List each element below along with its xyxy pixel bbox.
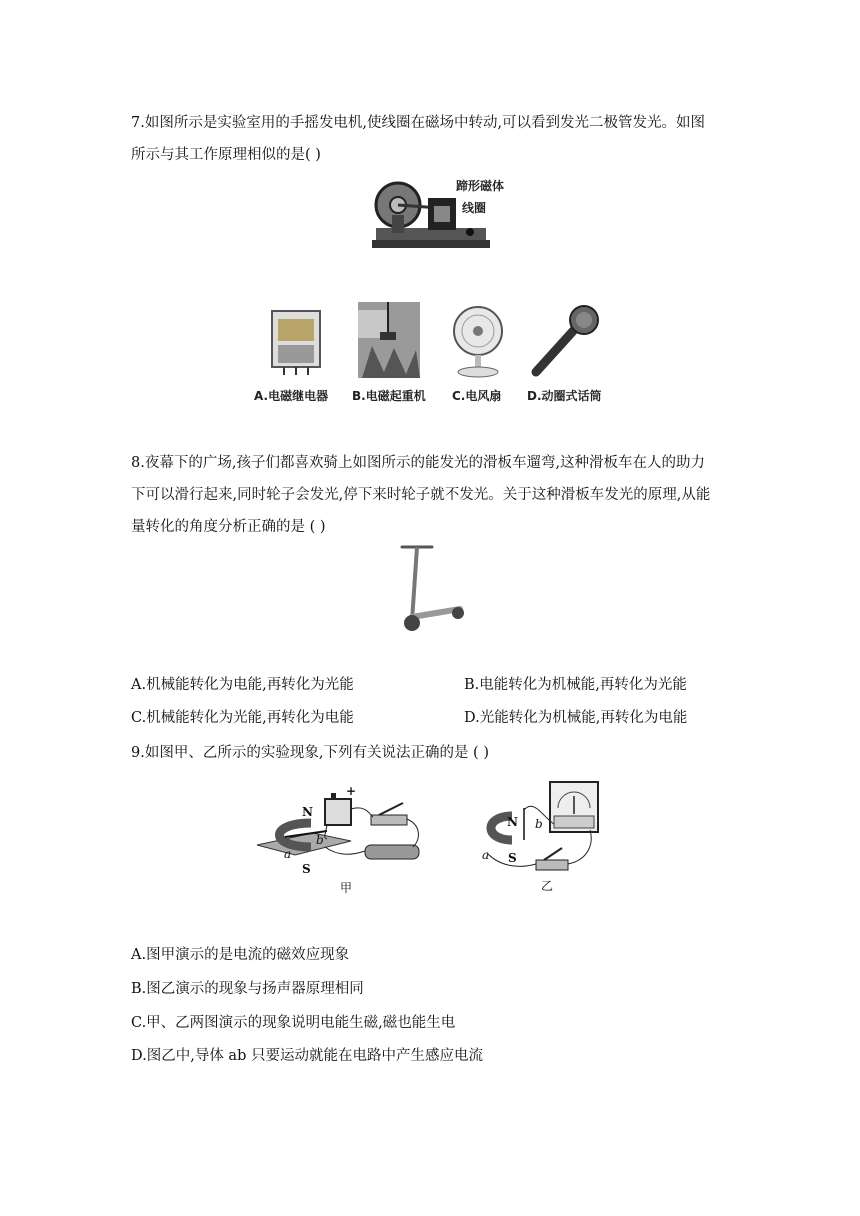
q7-stem-line-1: 7.如图所示是实验室用的手摇发电机,使线圈在磁场中转动,可以看到发光二极管发光。如图 — [131, 115, 706, 131]
q7-option-d: D.动圈式话筒 — [527, 389, 602, 403]
q8-option-d: D.光能转化为机械能,再转化为电能 — [464, 710, 688, 726]
q9-stem-line-1: 9.如图甲、乙所示的实验现象,下列有关说法正确的是 ( ) — [131, 745, 489, 761]
circuit-jia-image — [255, 785, 435, 880]
circuit-yi-image — [478, 778, 608, 878]
electric-fan-image — [448, 303, 508, 379]
yi-label-a: a — [482, 848, 490, 862]
jia-label-b: b — [316, 833, 324, 847]
jia-caption: 甲 — [340, 881, 353, 895]
yi-caption: 乙 — [541, 879, 554, 893]
relay-image — [268, 305, 324, 377]
q7-stem-line-2: 所示与其工作原理相似的是( ) — [131, 147, 321, 163]
jia-label-a: a — [284, 847, 292, 861]
q8-stem-line-1: 8.夜幕下的广场,孩子们都喜欢骑上如图所示的能发光的滑板车遛弯,这种滑板车在人的助力 — [131, 455, 706, 471]
q9-option-b: B.图乙演示的现象与扬声器原理相同 — [131, 981, 364, 997]
yi-label-s: S — [508, 851, 517, 865]
q9-option-d: D.图乙中,导体 ab 只要运动就能在电路中产生感应电流 — [131, 1048, 483, 1064]
electromagnetic-crane-image — [358, 302, 420, 378]
q8-stem-line-2: 下可以滑行起来,同时轮子会发光,停下来时轮子就不发光。关于这种滑板车发光的原理,从能 — [131, 487, 711, 503]
q8-option-a: A.机械能转化为电能,再转化为光能 — [131, 677, 354, 693]
q7-option-a: A.电磁继电器 — [254, 389, 329, 403]
q8-option-b: B.电能转化为机械能,再转化为光能 — [464, 677, 687, 693]
jia-label-n: N — [302, 805, 313, 819]
q8-stem-line-3: 量转化的角度分析正确的是 ( ) — [131, 519, 326, 535]
jia-label-plus: + — [346, 784, 357, 798]
yi-label-b: b — [535, 817, 543, 831]
q9-option-c: C.甲、乙两图演示的现象说明电能生磁,磁也能生电 — [131, 1015, 456, 1031]
scooter-image — [398, 543, 468, 633]
yi-label-n: N — [507, 815, 518, 829]
jia-label-s: S — [302, 862, 311, 876]
q7-option-c: C.电风扇 — [452, 389, 502, 403]
moving-coil-microphone-image — [530, 304, 602, 378]
q7-option-b: B.电磁起重机 — [352, 389, 426, 403]
q9-option-a: A.图甲演示的是电流的磁效应现象 — [131, 947, 350, 963]
fig-label-magnet: 蹄形磁体 — [456, 179, 505, 193]
fig-label-coil: 线圈 — [462, 201, 487, 215]
q8-option-c: C.机械能转化为光能,再转化为电能 — [131, 710, 354, 726]
